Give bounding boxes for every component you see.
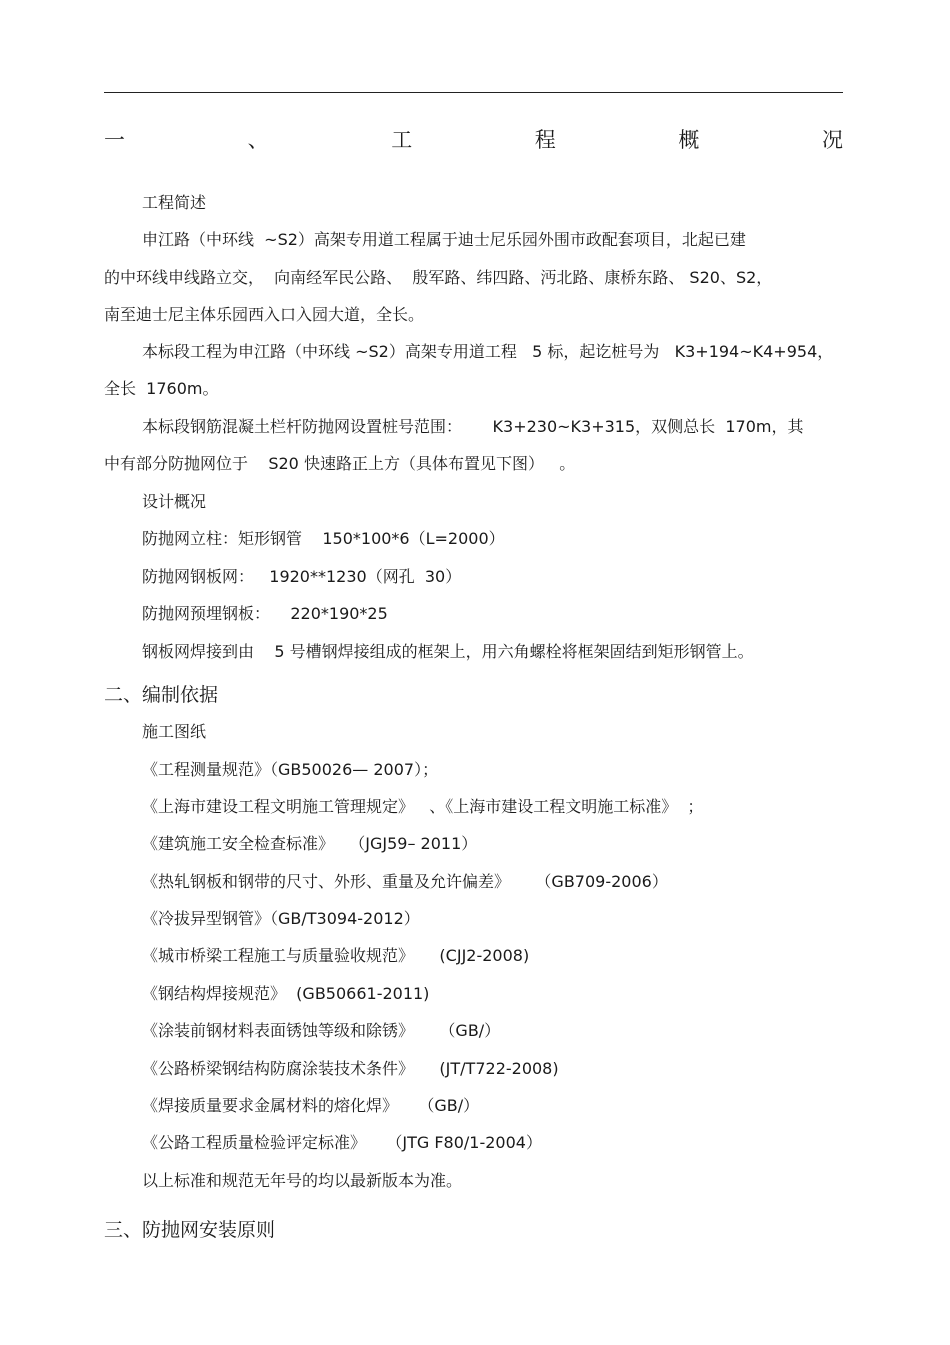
overview-paragraph-line: 本标段钢筋混凝土栏杆防抛网设置桩号范围： K3+230~K3+315，双侧总长 170m，其 xyxy=(142,417,804,436)
title-char: 工 xyxy=(391,128,413,152)
basis-item: 《工程测量规范》（GB50026— 2007）； xyxy=(142,760,439,779)
design-line: 防抛网立柱：矩形钢管 150*100*6（L=2000） xyxy=(142,529,505,548)
title-char: 一 xyxy=(104,128,125,152)
design-line: 防抛网钢板网： 1920**1230（网孔 30） xyxy=(142,567,462,586)
overview-paragraph-line: 全长 1760m。 xyxy=(104,379,219,398)
overview-paragraph-line: 本标段工程为申江路（中环线 ~S2）高架专用道工程 5 标，起讫桩号为 K3+194~K4+954， xyxy=(142,342,834,361)
overview-paragraph-line: 南至迪士尼主体乐园西入口入园大道，全长。 xyxy=(104,305,425,324)
basis-item: 施工图纸 xyxy=(142,722,207,741)
design-line: 防抛网预埋钢板： 220*190*25 xyxy=(142,604,388,623)
title-char: 程 xyxy=(534,128,556,152)
basis-item: 《冷拔异型钢管》（GB/T3094-2012） xyxy=(142,909,420,928)
basis-item: 《焊接质量要求金属材料的熔化焊》 （GB/） xyxy=(142,1096,480,1115)
title-char: 概 xyxy=(678,128,700,152)
overview-paragraph-line: 申江路（中环线 ~S2）高架专用道工程属于迪士尼乐园外围市政配套项目，北起已建 xyxy=(142,230,746,249)
section-2-heading: 二、编制依据 xyxy=(104,684,219,706)
overview-paragraph-line: 的中环线申线路立交， 向南经军民公路、 殷军路、纬四路、沔北路、康桥东路、 S20、S2， xyxy=(104,268,773,287)
basis-item: 《涂装前钢材料表面锈蚀等级和除锈》 （GB/） xyxy=(142,1021,501,1040)
overview-paragraph-line: 中有部分防抛网位于 S20 快速路正上方（具体布置见下图） 。 xyxy=(104,454,576,473)
basis-note: 以上标准和规范无年号的均以最新版本为准。 xyxy=(142,1171,463,1190)
overview-heading: 工程简述 xyxy=(142,193,207,212)
header-rule xyxy=(104,92,843,93)
basis-item: 《公路工程质量检验评定标准》 （JTG F80/1-2004） xyxy=(142,1133,542,1152)
design-heading: 设计概况 xyxy=(142,492,207,511)
basis-item: 《上海市建设工程文明施工管理规定》 、《上海市建设工程文明施工标准》 ； xyxy=(142,797,704,816)
basis-item: 《热轧钢板和钢带的尺寸、外形、重量及允许偏差》 （GB709-2006） xyxy=(142,872,668,891)
basis-item: 《建筑施工安全检查标准》 （JGJ59– 2011） xyxy=(142,834,478,853)
basis-item: 《钢结构焊接规范》 (GB50661-2011) xyxy=(142,984,430,1003)
basis-item: 《公路桥梁钢结构防腐涂装技术条件》 (JT/T722-2008) xyxy=(142,1059,559,1078)
basis-item: 《城市桥梁工程施工与质量验收规范》 (CJJ2-2008) xyxy=(142,946,530,965)
design-line: 钢板网焊接到由 5 号槽钢焊接组成的框架上，用六角螺栓将框架固结到矩形钢管上。 xyxy=(142,642,754,661)
title-char: 、 xyxy=(247,128,269,152)
title-char: 况 xyxy=(821,128,843,152)
section-3-heading: 三、防抛网安装原则 xyxy=(104,1219,276,1241)
section-1-title xyxy=(104,126,843,154)
